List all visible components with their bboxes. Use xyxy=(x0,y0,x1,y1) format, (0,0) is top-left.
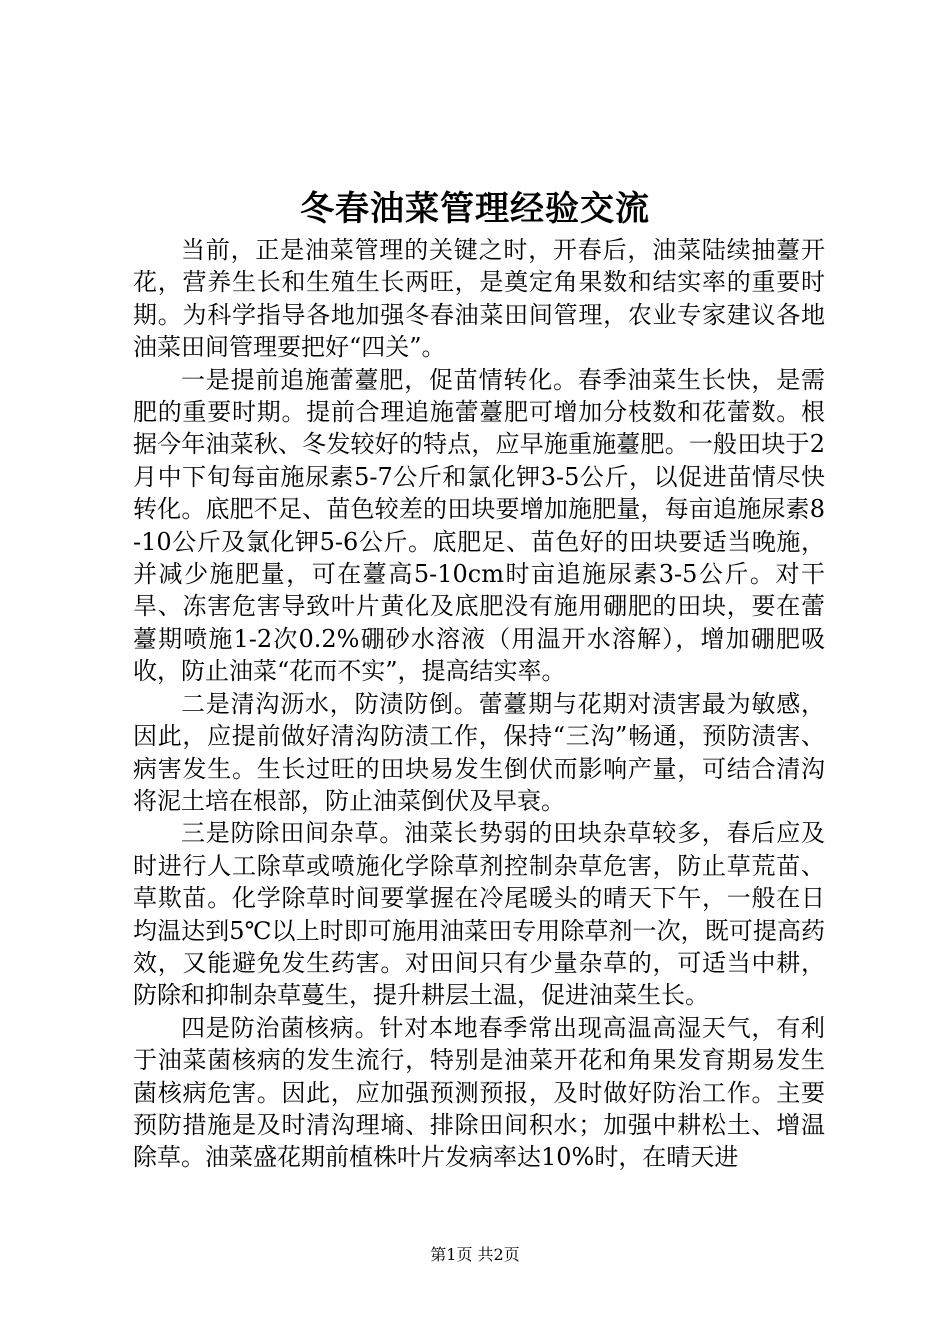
paragraph-drainage: 二是清沟沥水，防渍防倒。蕾薹期与花期对渍害最为敏感，因此，应提前做好清沟防渍工作，保持“三沟”畅通，预防渍害、病害发生。生长过旺的田块易发生倒伏而影响产量，可结合清沟将泥土培在根部，防止油菜倒伏及早衰。 xyxy=(133,689,825,815)
page-footer: 第1页 共2页 xyxy=(430,1245,520,1264)
paragraph-fertilizer: 一是提前追施蕾薹肥，促苗情转化。春季油菜生长快，是需肥的重要时期。提前合理追施蕾薹肥可增加分枝数和花蕾数。根据今年油菜秋、冬发较好的特点，应早施重施薹肥。一般田块于2月中下旬每亩施尿素5-7公斤和氯化钾3-5公斤，以促进苗情尽快转化。底肥不足、苗色较差的田块要增加施肥量，每亩追施尿素8-10公斤及氯化钾5-6公斤。底肥足、苗色好的田块要适当晚施，并减少施肥量，可在薹高5-10cm时亩追施尿素3-5公斤。对干旱、冻害危害导致叶片黄化及底肥没有施用硼肥的田块，要在蕾薹期喷施1-2次0.2%硼砂水溶液（用温开水溶解），增加硼肥吸收，防止油菜“花而不实”，提高结实率。 xyxy=(133,365,825,686)
paragraph-weeding: 三是防除田间杂草。油菜长势弱的田块杂草较多，春后应及时进行人工除草或喷施化学除草剂控制杂草危害，防止草荒苗、草欺苗。化学除草时间要掌握在冷尾暖头的晴天下午，一般在日均温达到5℃以上时即可施用油菜田专用除草剂一次，既可提高药效，又能避免发生药害。对田间只有少量杂草的，可适当中耕，防除和抑制杂草蔓生，提升耕层土温，促进油菜生长。 xyxy=(133,819,825,1010)
paragraph-disease: 四是防治菌核病。针对本地春季常出现高温高湿天气，有利于油菜菌核病的发生流行，特别是油菜开花和角果发育期易发生菌核病危害。因此，应加强预测预报，及时做好防治工作。主要预防措施是及时清沟理墒、排除田间积水；加强中耕松土、增温除草。油菜盛花期前植株叶片发病率达10%时，在晴天进 xyxy=(133,1013,825,1172)
paragraph-intro: 当前，正是油菜管理的关键之时，开春后，油菜陆续抽薹开花，营养生长和生殖生长两旺，是奠定角果数和结实率的重要时期。为科学指导各地加强冬春油菜田间管理，农业专家建议各地油菜田间管理要把好“四关”。 xyxy=(133,236,825,362)
document-body xyxy=(133,234,825,1174)
document-title: 冬春油菜管理经验交流 xyxy=(300,189,650,229)
